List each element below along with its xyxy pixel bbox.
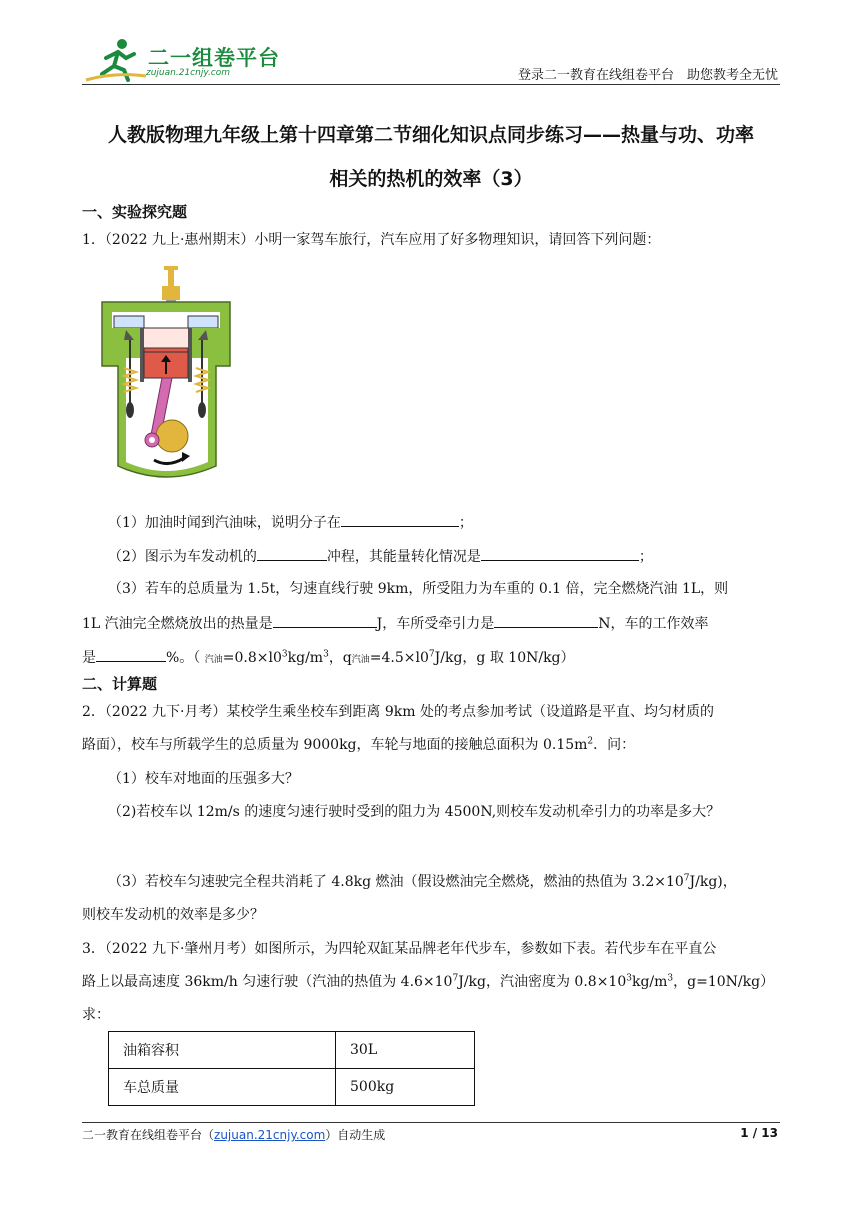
question-2-part-3-line1: （3）若校车匀速驶完全程共消耗了 4.8kg 燃油（假设燃油完全燃烧，燃油的热值为 $3.2\times 10^7J/kg$)， <box>108 873 737 890</box>
logo-subtitle: zujuan.21cnjy.com <box>146 68 231 78</box>
table-cell: 30L <box>336 1032 475 1069</box>
question-1-part-1: （1）加油时闻到汽油味，说明分子在 ； <box>108 510 806 534</box>
answer-blank-1[interactable] <box>341 510 459 527</box>
section-heading-calculation: 二、计算题 <box>82 675 158 693</box>
footer-link[interactable]: zujuan.21cnjy.com <box>214 1128 326 1142</box>
header-divider <box>82 84 780 85</box>
page-number: 1 / 13 <box>740 1126 778 1140</box>
table-row <box>109 1032 475 1069</box>
table-row <box>109 1069 475 1106</box>
table-cell: 油箱容积 <box>109 1032 336 1069</box>
header-slogan: 登录二一教育在线组卷平台 助您教考全无忧 <box>517 68 778 83</box>
page-title-line1: 人教版物理九年级上第十四章第二节细化知识点同步练习——热量与功、功率 <box>107 124 754 146</box>
footer-divider <box>82 1122 780 1123</box>
question-2-stem-line2: 路面），校车与所载学生的总质量为 9000kg，车轮与地面的接触总面积为 $0.15m^2$．问： <box>82 736 636 753</box>
answer-blank-4[interactable] <box>273 611 377 628</box>
table-cell: 车总质量 <box>109 1069 336 1106</box>
question-1-part-3-line2: 1L 汽油完全燃烧放出的热量是 J，车所受牵引力是 N，车的工作效率 <box>82 611 780 635</box>
footer-source: 二一教育在线组卷平台（zujuan.21cnjy.com）自动生成 <box>82 1128 386 1142</box>
answer-blank-5[interactable] <box>494 611 598 628</box>
page-title-line2: 相关的热机的效率（3） <box>329 168 533 190</box>
table-cell: 500kg <box>336 1069 475 1106</box>
answer-blank-6[interactable] <box>96 645 166 662</box>
question-1-part-2: （2）图示为车发动机的 冲程，其能量转化情况是 ； <box>108 544 806 568</box>
question-2-part-3-line2: 则校车发动机的效率是多少？ <box>82 907 264 923</box>
question-3-stem-line1: 3．（2022 九下·肇州月考）如图所示，为四轮双缸某品牌老年代步车，参数如下表。若代步车在平直公 <box>82 941 717 957</box>
question-1-stem: 1．（2022 九上·惠州期末）小明一家驾车旅行，汽车应用了好多物理知识，请回答下列问题： <box>82 232 661 248</box>
question-3-stem-line2: 路上以最高速度 36km/h 匀速行驶（汽油的热值为 $4.6\times 10^7J/kg$，汽油密度为 $0.8\times 10^3kg/m^3$，g=10N/kg） <box>82 973 775 990</box>
section-heading-experiment: 一、实验探究题 <box>82 203 188 221</box>
parameter-table <box>108 1031 475 1106</box>
engine-cylinder-illustration <box>100 266 232 482</box>
engine-figure <box>100 266 232 482</box>
question-2-part-2: （2)若校车以 12m/s 的速度匀速行驶时受到的阻力为 4500N,则校车发动机牵引力的功率是多大？ <box>108 804 721 820</box>
question-2-part-1: （1）校车对地面的压强多大？ <box>108 771 299 787</box>
question-2-stem-line1: 2．（2022 九下·月考）某校学生乘坐校车到距离 9km 处的考点参加考试（设道路是平直、均匀材质的 <box>82 704 715 720</box>
question-1-part-3-line3: 是 %。（ 汽油$=0.8\times l0^3kg/m^3$，q汽油$=4.5\times l0^7J/kg$，g 取 10N/kg） <box>82 645 780 671</box>
answer-blank-2[interactable] <box>257 544 327 561</box>
answer-blank-3[interactable] <box>481 544 639 561</box>
question-3-stem-line3: 求： <box>82 1007 110 1023</box>
runner-logo-icon <box>84 36 148 84</box>
question-1-part-3-line1: （3）若车的总质量为 1.5t，匀速直线行驶 9km，所受阻力为车重的 0.1 倍，完全燃烧汽油 1L，则 <box>108 581 729 597</box>
logo-title: 二一组卷平台 <box>148 46 280 70</box>
